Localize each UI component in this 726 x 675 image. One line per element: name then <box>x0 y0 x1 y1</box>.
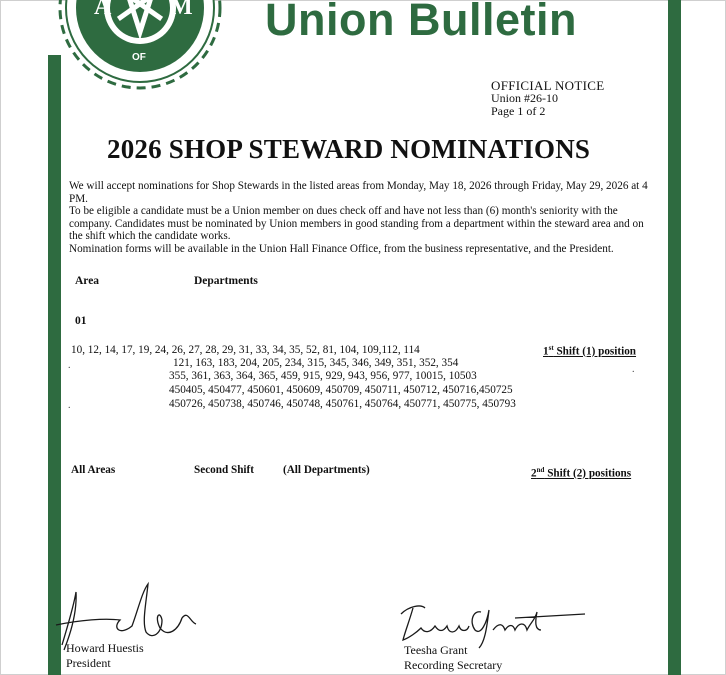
right-green-bar <box>668 0 681 675</box>
department-line: 355, 361, 363, 364, 365, 459, 915, 929, 943, 956, 977, 10015, 10503 <box>169 370 477 382</box>
president-name: Howard Huestis <box>66 641 144 655</box>
first-shift-position-label <box>543 344 636 358</box>
scan-speck: . <box>68 400 71 411</box>
secretary-name-block <box>404 643 502 673</box>
intro-paragraph-dates: We will accept nominations for Shop Stewards in the listed areas from Monday, May 18, 2026 through Friday, May 29, 2026 at 4 PM. <box>69 180 648 205</box>
second-shift-label: Second Shift <box>194 464 254 476</box>
second-shift-position-label <box>531 466 631 480</box>
notice-block <box>491 79 604 118</box>
department-line: 10, 12, 14, 17, 19, 24, 26, 27, 28, 29, 31, 33, 34, 35, 52, 81, 104, 109,112, 114 <box>71 344 420 356</box>
masthead-title: Union Bulletin <box>265 0 577 45</box>
intro-paragraph-eligibility: To be eligible a candidate must be a Union member on dues check off and have not less than (6) month's seniority with the company. Candidates must be nominated by Union members in good standing from a department within the steward area and on the shift which the candidate works. <box>69 205 644 243</box>
department-line: 450726, 450738, 450746, 450748, 450761, 450764, 450771, 450775, 450793 <box>169 398 516 410</box>
department-line: 121, 163, 183, 204, 205, 234, 315, 345, 346, 349, 351, 352, 354 <box>173 357 459 369</box>
notice-type: OFFICIAL NOTICE <box>491 78 605 93</box>
position-text: Shift (2) positions <box>544 467 632 480</box>
secretary-name: Teesha Grant <box>404 643 468 657</box>
all-areas-label: All Areas <box>71 464 116 476</box>
scan-speck: . <box>68 360 71 371</box>
department-line: 450405, 450477, 450601, 450609, 450709, 450711, 450712, 450716,450725 <box>169 384 513 396</box>
page-number: Page 1 of 2 <box>491 104 546 118</box>
ordinal-suffix: st <box>548 344 554 352</box>
all-departments-label: (All Departments) <box>283 464 370 476</box>
ordinal-suffix: nd <box>536 466 545 474</box>
logo-letter-left: A <box>94 0 112 20</box>
president-name-block <box>66 641 144 671</box>
ordinal-number: 1 <box>543 345 549 358</box>
intro-paragraph-forms: Nomination forms will be available in the Union Hall Finance Office, from the business representative, and the President. <box>69 242 614 255</box>
ordinal-number: 2 <box>531 467 537 480</box>
notice-number: Union #26-10 <box>491 91 558 105</box>
headline: 2026 SHOP STEWARD NOMINATIONS <box>107 134 591 164</box>
departments-column-header: Departments <box>194 275 258 287</box>
area-column-header: Area <box>75 275 100 287</box>
logo-letter-right: M <box>170 0 193 20</box>
president-title: President <box>66 656 111 670</box>
intro-text <box>69 180 654 256</box>
position-text: Shift (1) position <box>553 345 637 358</box>
logo-letters-bottom: OF <box>132 52 146 63</box>
union-logo <box>40 0 240 98</box>
scan-speck: . <box>632 364 635 375</box>
area-code: 01 <box>75 315 87 327</box>
secretary-title: Recording Secretary <box>404 658 503 672</box>
